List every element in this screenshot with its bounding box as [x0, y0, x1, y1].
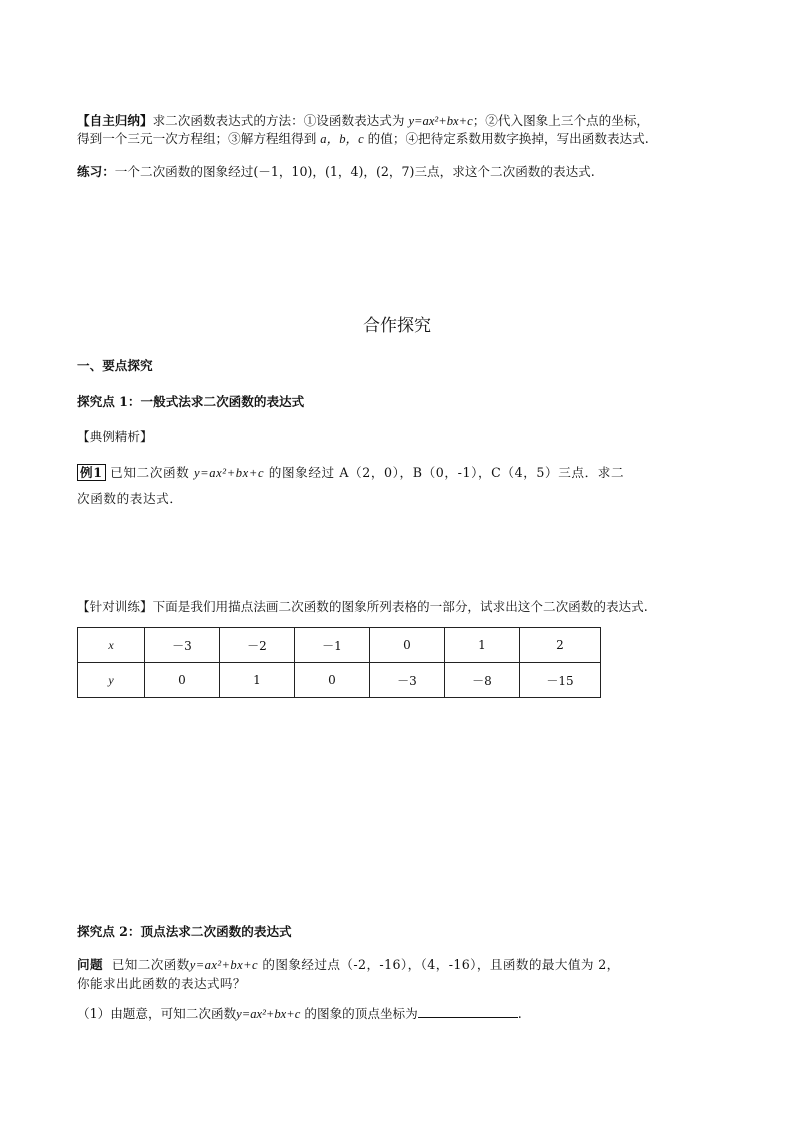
- problem-label: 问题: [77, 957, 103, 972]
- formula: y=ax²+bx+c: [408, 114, 473, 128]
- problem-line-2: 你能求出此函数的表达式吗？: [77, 976, 246, 991]
- point-1-heading: 探究点 1：一般式法求二次函数的表达式: [77, 394, 305, 409]
- table-row: [78, 663, 601, 698]
- question-text: （1）由题意，可知二次函数: [77, 1006, 237, 1021]
- heading-key-points: 一、要点探究: [77, 358, 153, 373]
- example-tag: 【典例精析】: [77, 429, 153, 444]
- formula: y=ax²+bx+c: [189, 958, 259, 972]
- table-cell: 0: [370, 628, 445, 663]
- point-2-heading: 探究点 2：顶点法求二次函数的表达式: [77, 924, 292, 939]
- example-line-1: [77, 462, 624, 484]
- summary-text: ；②代入图象上三个点的坐标，: [472, 113, 649, 128]
- summary-line-2: [77, 128, 649, 150]
- question-text: .: [517, 1006, 522, 1021]
- table-cell: 1: [445, 628, 520, 663]
- formula: y=ax²+bx+c: [193, 466, 265, 480]
- table-cell: －1: [295, 628, 370, 663]
- table-row: [78, 628, 601, 663]
- problem-text: 的图象经过点（-2，-16），（4，-16），且函数的最大值为 2，: [258, 957, 620, 972]
- table-cell: －2: [220, 628, 295, 663]
- problem-text: 已知二次函数: [111, 957, 190, 972]
- table-cell: 0: [145, 663, 220, 698]
- summary-text: 的值；④把待定系数用数字换掉，写出函数表达式.: [363, 131, 649, 146]
- practice-line: [77, 161, 595, 182]
- practice-label: 练习：: [77, 164, 115, 179]
- example-text: 的图象经过 A（2，0），B（0，-1），C（4，5）三点．求二: [264, 465, 625, 480]
- answer-blank[interactable]: [418, 1004, 518, 1018]
- practice-text: 一个二次函数的图象经过(－1，10)，(1，4)，(2，7)三点，求这个二次函数的表达式.: [114, 164, 595, 179]
- table-cell: 2: [520, 628, 601, 663]
- value-table: [77, 627, 601, 698]
- formula: y=ax²+bx+c: [236, 1007, 301, 1021]
- variables: a，b，c: [320, 132, 364, 146]
- example-label: 例1: [77, 464, 106, 481]
- training-text: 下面是我们用描点法画二次函数的图象所列表格的一部分，试求出这个二次函数的表达式.: [152, 599, 648, 614]
- table-cell: －3: [145, 628, 220, 663]
- training-line: [77, 596, 648, 617]
- example-text: 已知二次函数: [110, 465, 194, 480]
- table-cell: －8: [445, 663, 520, 698]
- table-header-y: y: [78, 663, 145, 698]
- summary-text: 得到一个三元一次方程组；③解方程组得到: [77, 131, 321, 146]
- table-cell: －15: [520, 663, 601, 698]
- table-cell: 0: [295, 663, 370, 698]
- question-text: 的图象的顶点坐标为: [300, 1006, 418, 1021]
- table-cell: 1: [220, 663, 295, 698]
- section-title: 合作探究: [363, 316, 431, 336]
- summary-text: 求二次函数表达式的方法：①设函数表达式为: [152, 113, 409, 128]
- example-line-2: 次函数的表达式．: [77, 491, 183, 506]
- table-header-x: x: [78, 628, 145, 663]
- training-tag: 【针对训练】: [77, 599, 153, 614]
- table-cell: －3: [370, 663, 445, 698]
- question-1: [77, 1003, 522, 1025]
- summary-tag: 【自主归纳】: [77, 113, 153, 128]
